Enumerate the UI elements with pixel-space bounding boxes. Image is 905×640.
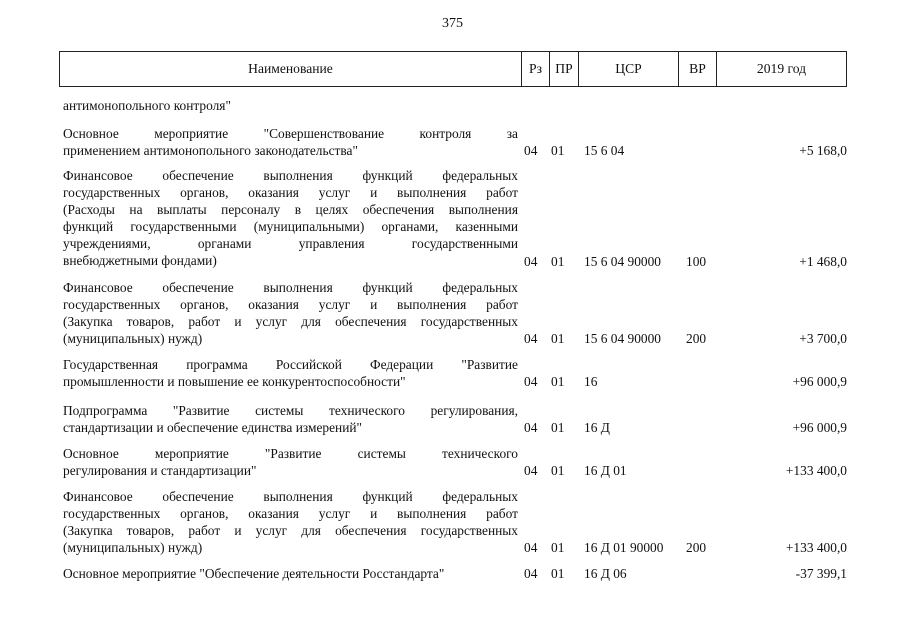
row-description-line: (муниципальных) нужд) [63,331,203,347]
row-description-line: антимонопольного контроля" [63,98,231,113]
row-description-line: Государственная программа Российской Федерации "Развитие [63,357,518,372]
row-description [63,488,518,556]
row-amount: +1 468,0 [799,253,847,269]
row-pr: 01 [551,540,565,556]
row-csr: 16 Д 01 [584,463,627,479]
row-description [63,125,518,159]
row-vr: 100 [686,253,707,269]
row-description-line: государственных органов, оказания услуг и выполнения работ [63,185,518,201]
row-description-line: промышленности и повышение ее конкурентоспособности" [63,374,406,390]
row-description [63,97,518,114]
row-description-line: внебюджетными фондами) [63,253,217,269]
header-vr: ВР [679,52,717,86]
row-vr: 200 [686,540,707,556]
row-description [63,445,518,479]
row-pr: 01 [551,420,565,436]
row-pr: 01 [551,253,565,269]
row-description-line: (муниципальных) нужд) [63,540,203,556]
row-description-line: (Закупка товаров, работ и услуг для обеспечения государственных [63,523,518,539]
row-description-line: Финансовое обеспечение выполнения функций федеральных [63,489,518,504]
row-amount: +5 168,0 [799,143,847,159]
row-rz: 04 [524,253,538,269]
row-description [63,167,518,270]
header-rz: Рз [522,52,550,86]
row-description-line: применением антимонопольного законодательства" [63,143,358,159]
row-pr: 01 [551,331,565,347]
row-description-line: государственных органов, оказания услуг и выполнения работ [63,297,518,313]
row-csr: 16 [584,374,598,390]
row-rz: 04 [524,331,538,347]
row-description-line: (Расходы на выплаты персоналу в целях обеспечения выполнения [63,202,518,218]
row-amount: +3 700,0 [799,331,847,347]
row-amount: +133 400,0 [785,540,847,556]
row-rz: 04 [524,143,538,159]
row-csr: 16 Д 01 90000 [584,540,664,556]
table-header [59,51,847,87]
row-csr: 15 6 04 90000 [584,331,661,347]
row-vr: 200 [686,331,707,347]
row-rz: 04 [524,374,538,390]
row-csr: 15 6 04 90000 [584,253,661,269]
row-description-line: стандартизации и обеспечение единства измерений" [63,420,363,436]
row-description-line: Основное мероприятие "Развитие системы технического [63,446,518,461]
row-pr: 01 [551,463,565,479]
row-description-line: Финансовое обеспечение выполнения функций федеральных [63,280,518,295]
row-description-line: Финансовое обеспечение выполнения функций федеральных [63,168,518,183]
header-pr: ПР [550,52,579,86]
row-amount: +133 400,0 [785,463,847,479]
row-csr: 15 6 04 [584,143,625,159]
row-pr: 01 [551,374,565,390]
header-csr: ЦСР [579,52,679,86]
row-description-line: (Закупка товаров, работ и услуг для обеспечения государственных [63,314,518,330]
row-description-line: учреждениями, органами управления государственными [63,236,518,252]
row-description [63,402,518,436]
row-pr: 01 [551,143,565,159]
row-description-line: государственных органов, оказания услуг и выполнения работ [63,506,518,522]
page-number: 375 [442,16,463,31]
row-csr: 16 Д [584,420,610,436]
row-description [63,356,518,390]
row-rz: 04 [524,420,538,436]
row-amount: -37 399,1 [795,566,847,581]
row-description-line: функций государственными (муниципальными) органами, казенными [63,219,518,235]
row-description-line: регулирования и стандартизации" [63,463,257,479]
row-description [63,279,518,347]
row-csr: 16 Д 06 [584,566,627,581]
header-name: Наименование [60,52,522,86]
row-rz: 04 [524,566,538,581]
row-amount: +96 000,9 [792,420,847,436]
row-pr: 01 [551,566,565,581]
header-year: 2019 год [756,61,807,76]
row-rz: 04 [524,463,538,479]
row-rz: 04 [524,540,538,556]
row-description-line: Подпрограмма "Развитие системы технического регулирования, [63,403,518,418]
row-description-line: Основное мероприятие "Совершенствование контроля за [63,126,518,141]
row-amount: +96 000,9 [792,374,847,390]
row-description-line: Основное мероприятие "Обеспечение деятельности Росстандарта" [63,566,445,581]
row-description [63,565,518,582]
